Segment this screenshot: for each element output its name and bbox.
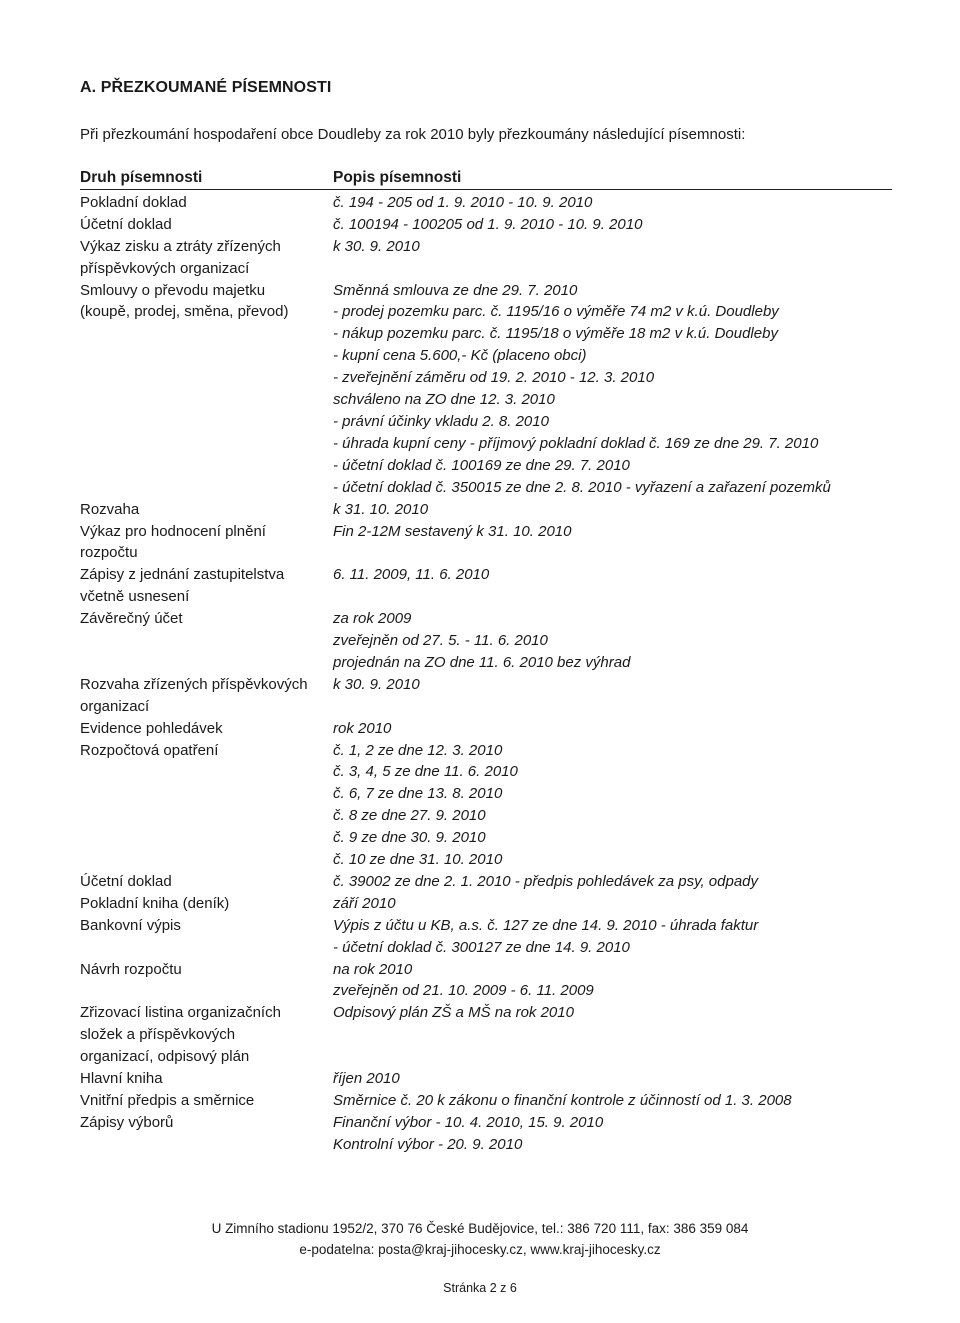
description-line: Finanční výbor - 10. 4. 2010, 15. 9. 2010 [333, 1113, 604, 1131]
description-cell [333, 608, 933, 674]
document-type-line: organizací, odpisový plán [80, 1048, 250, 1066]
description-line: Kontrolní výbor - 20. 9. 2010 [333, 1135, 523, 1153]
description-line: - prodej pozemku parc. č. 1195/16 o výměře 74 m2 v k.ú. Doudleby [333, 303, 779, 321]
description-line: říjen 2010 [333, 1070, 400, 1087]
description-cell [333, 915, 933, 959]
document-type-line: Výkaz zisku a ztráty zřízených [80, 237, 281, 255]
page-number: Stránka 2 z 6 [443, 1281, 517, 1295]
description-line: - účetní doklad č. 100169 ze dne 29. 7. 2010 [333, 456, 630, 474]
description-cell [333, 959, 933, 1003]
document-type-cell [80, 564, 328, 608]
document-type-line: příspěvkových organizací [80, 259, 250, 277]
description-cell [333, 214, 933, 236]
description-line: Směrnice č. 20 k zákonu o finanční kontrole z účinností od 1. 3. 2008 [333, 1091, 792, 1109]
column-header-description: Popis písemnosti [333, 169, 462, 186]
document-type-line: Vnitřní předpis a směrnice [80, 1091, 255, 1109]
description-line: na rok 2010 [333, 960, 413, 978]
document-type-line: Pokladní doklad [80, 194, 187, 211]
document-type-cell [80, 192, 328, 214]
description-cell [333, 871, 933, 893]
description-line: č. 100194 - 100205 od 1. 9. 2010 - 10. 9. 2010 [333, 215, 643, 233]
document-type-line: Smlouvy o převodu majetku [80, 281, 266, 299]
document-type-line: Rozvaha [80, 500, 140, 518]
document-type-cell [80, 1068, 328, 1090]
description-line: č. 8 ze dne 27. 9. 2010 [333, 807, 486, 825]
description-line: září 2010 [333, 894, 396, 912]
description-line: - úhrada kupní ceny - příjmový pokladní doklad č. 169 ze dne 29. 7. 2010 [333, 434, 819, 452]
description-line: - účetní doklad č. 350015 ze dne 2. 8. 2010 - vyřazení a zařazení pozemků [333, 478, 831, 496]
description-line: - nákup pozemku parc. č. 1195/18 o výměře 18 m2 v k.ú. Doudleby [333, 325, 778, 343]
document-type-line: Rozvaha zřízených příspěvkových [80, 675, 308, 693]
document-type-line: Výkaz pro hodnocení plnění [80, 522, 266, 540]
description-cell [333, 499, 933, 521]
document-type-cell [80, 915, 328, 937]
document-type-cell [80, 674, 328, 718]
document-type-cell [80, 1090, 328, 1112]
description-line: č. 10 ze dne 31. 10. 2010 [333, 850, 503, 868]
description-line: č. 3, 4, 5 ze dne 11. 6. 2010 [333, 763, 518, 781]
description-cell [333, 564, 933, 586]
document-type-line: včetně usnesení [80, 588, 190, 606]
description-line: k 31. 10. 2010 [333, 500, 429, 518]
description-cell [333, 740, 933, 871]
document-type-cell [80, 280, 328, 324]
document-type-cell [80, 718, 328, 740]
document-type-line: Rozpočtová opatření [80, 741, 219, 759]
description-line: Fin 2-12M sestavený k 31. 10. 2010 [333, 522, 572, 540]
document-type-line: rozpočtu [80, 544, 138, 562]
document-type-line: Bankovní výpis [80, 916, 181, 934]
description-cell [333, 236, 933, 258]
document-type-line: Zřizovací listina organizačních [80, 1004, 281, 1022]
description-cell [333, 674, 933, 696]
document-type-line: Účetní doklad [80, 215, 172, 233]
description-line: Směnná smlouva ze dne 29. 7. 2010 [333, 281, 578, 299]
document-type-line: (koupě, prodej, směna, převod) [80, 303, 289, 321]
column-header-document-type: Druh písemnosti [80, 169, 203, 186]
description-line: schváleno na ZO dne 12. 3. 2010 [333, 391, 555, 409]
description-cell [333, 1090, 933, 1112]
description-cell [333, 718, 933, 740]
description-cell [333, 1112, 933, 1156]
description-line: rok 2010 [333, 719, 392, 737]
document-type-cell [80, 608, 328, 630]
description-line: - právní účinky vkladu 2. 8. 2010 [333, 412, 549, 430]
description-line: zveřejněn od 21. 10. 2009 - 6. 11. 2009 [333, 982, 594, 1000]
description-line: k 30. 9. 2010 [333, 675, 420, 693]
document-type-cell [80, 499, 328, 521]
document-type-line: Hlavní kniha [80, 1070, 163, 1087]
description-line: č. 1, 2 ze dne 12. 3. 2010 [333, 741, 503, 759]
description-line: projednán na ZO dne 11. 6. 2010 bez výhrad [333, 653, 631, 671]
description-line: Odpisový plán ZŠ a MŠ na rok 2010 [333, 1004, 574, 1022]
document-type-cell [80, 1112, 328, 1134]
document-type-cell [80, 521, 328, 565]
document-type-line: Návrh rozpočtu [80, 960, 182, 978]
document-type-line: Pokladní kniha (deník) [80, 894, 230, 912]
description-cell [333, 280, 933, 499]
description-line: č. 6, 7 ze dne 13. 8. 2010 [333, 785, 503, 803]
section-heading: A. PŘEZKOUMANÉ PÍSEMNOSTI [80, 79, 332, 96]
document-type-line: složek a příspěvkových [80, 1026, 236, 1044]
description-line: č. 9 ze dne 30. 9. 2010 [333, 829, 486, 847]
description-cell [333, 192, 933, 214]
document-type-cell [80, 236, 328, 280]
description-cell [333, 893, 933, 915]
document-type-line: Závěrečný účet [80, 610, 183, 628]
document-type-line: Zápisy z jednání zastupitelstva [80, 566, 285, 584]
document-type-line: organizací [80, 697, 150, 715]
description-line: - účetní doklad č. 300127 ze dne 14. 9. 2010 [333, 938, 630, 956]
document-type-line: Zápisy výborů [80, 1113, 174, 1131]
description-line: - zveřejnění záměru od 19. 2. 2010 - 12. 3. 2010 [333, 369, 655, 387]
description-line: 6. 11. 2009, 11. 6. 2010 [333, 566, 490, 584]
document-type-cell [80, 893, 328, 915]
description-cell [333, 1002, 933, 1024]
description-cell [333, 1068, 933, 1090]
document-type-cell [80, 1002, 328, 1068]
description-line: Výpis z účtu u KB, a.s. č. 127 ze dne 14. 9. 2010 - úhrada faktur [333, 916, 759, 934]
intro-text: Při přezkoumání hospodaření obce Doudleby za rok 2010 byly přezkoumány následující písemnosti: [80, 126, 746, 143]
description-line: - kupní cena 5.600,- Kč (placeno obci) [333, 347, 587, 365]
description-cell [333, 521, 933, 543]
document-type-cell [80, 740, 328, 762]
description-line: za rok 2009 [333, 610, 412, 628]
footer-address: U Zimního stadionu 1952/2, 370 76 České Budějovice, tel.: 386 720 111, fax: 386 359 084 [211, 1221, 749, 1236]
footer-contact: e-podatelna: posta@kraj-jihocesky.cz, www.kraj-jihocesky.cz [299, 1242, 661, 1257]
description-line: zveřejněn od 27. 5. - 11. 6. 2010 [333, 631, 548, 649]
document-type-cell [80, 959, 328, 981]
header-rule [80, 189, 892, 190]
document-type-line: Evidence pohledávek [80, 719, 223, 737]
description-line: č. 39002 ze dne 2. 1. 2010 - předpis pohledávek za psy, odpady [333, 872, 759, 890]
description-line: č. 194 - 205 od 1. 9. 2010 - 10. 9. 2010 [333, 194, 593, 211]
document-type-line: Účetní doklad [80, 872, 172, 890]
description-line: k 30. 9. 2010 [333, 237, 420, 255]
document-type-cell [80, 214, 328, 236]
document-type-cell [80, 871, 328, 893]
